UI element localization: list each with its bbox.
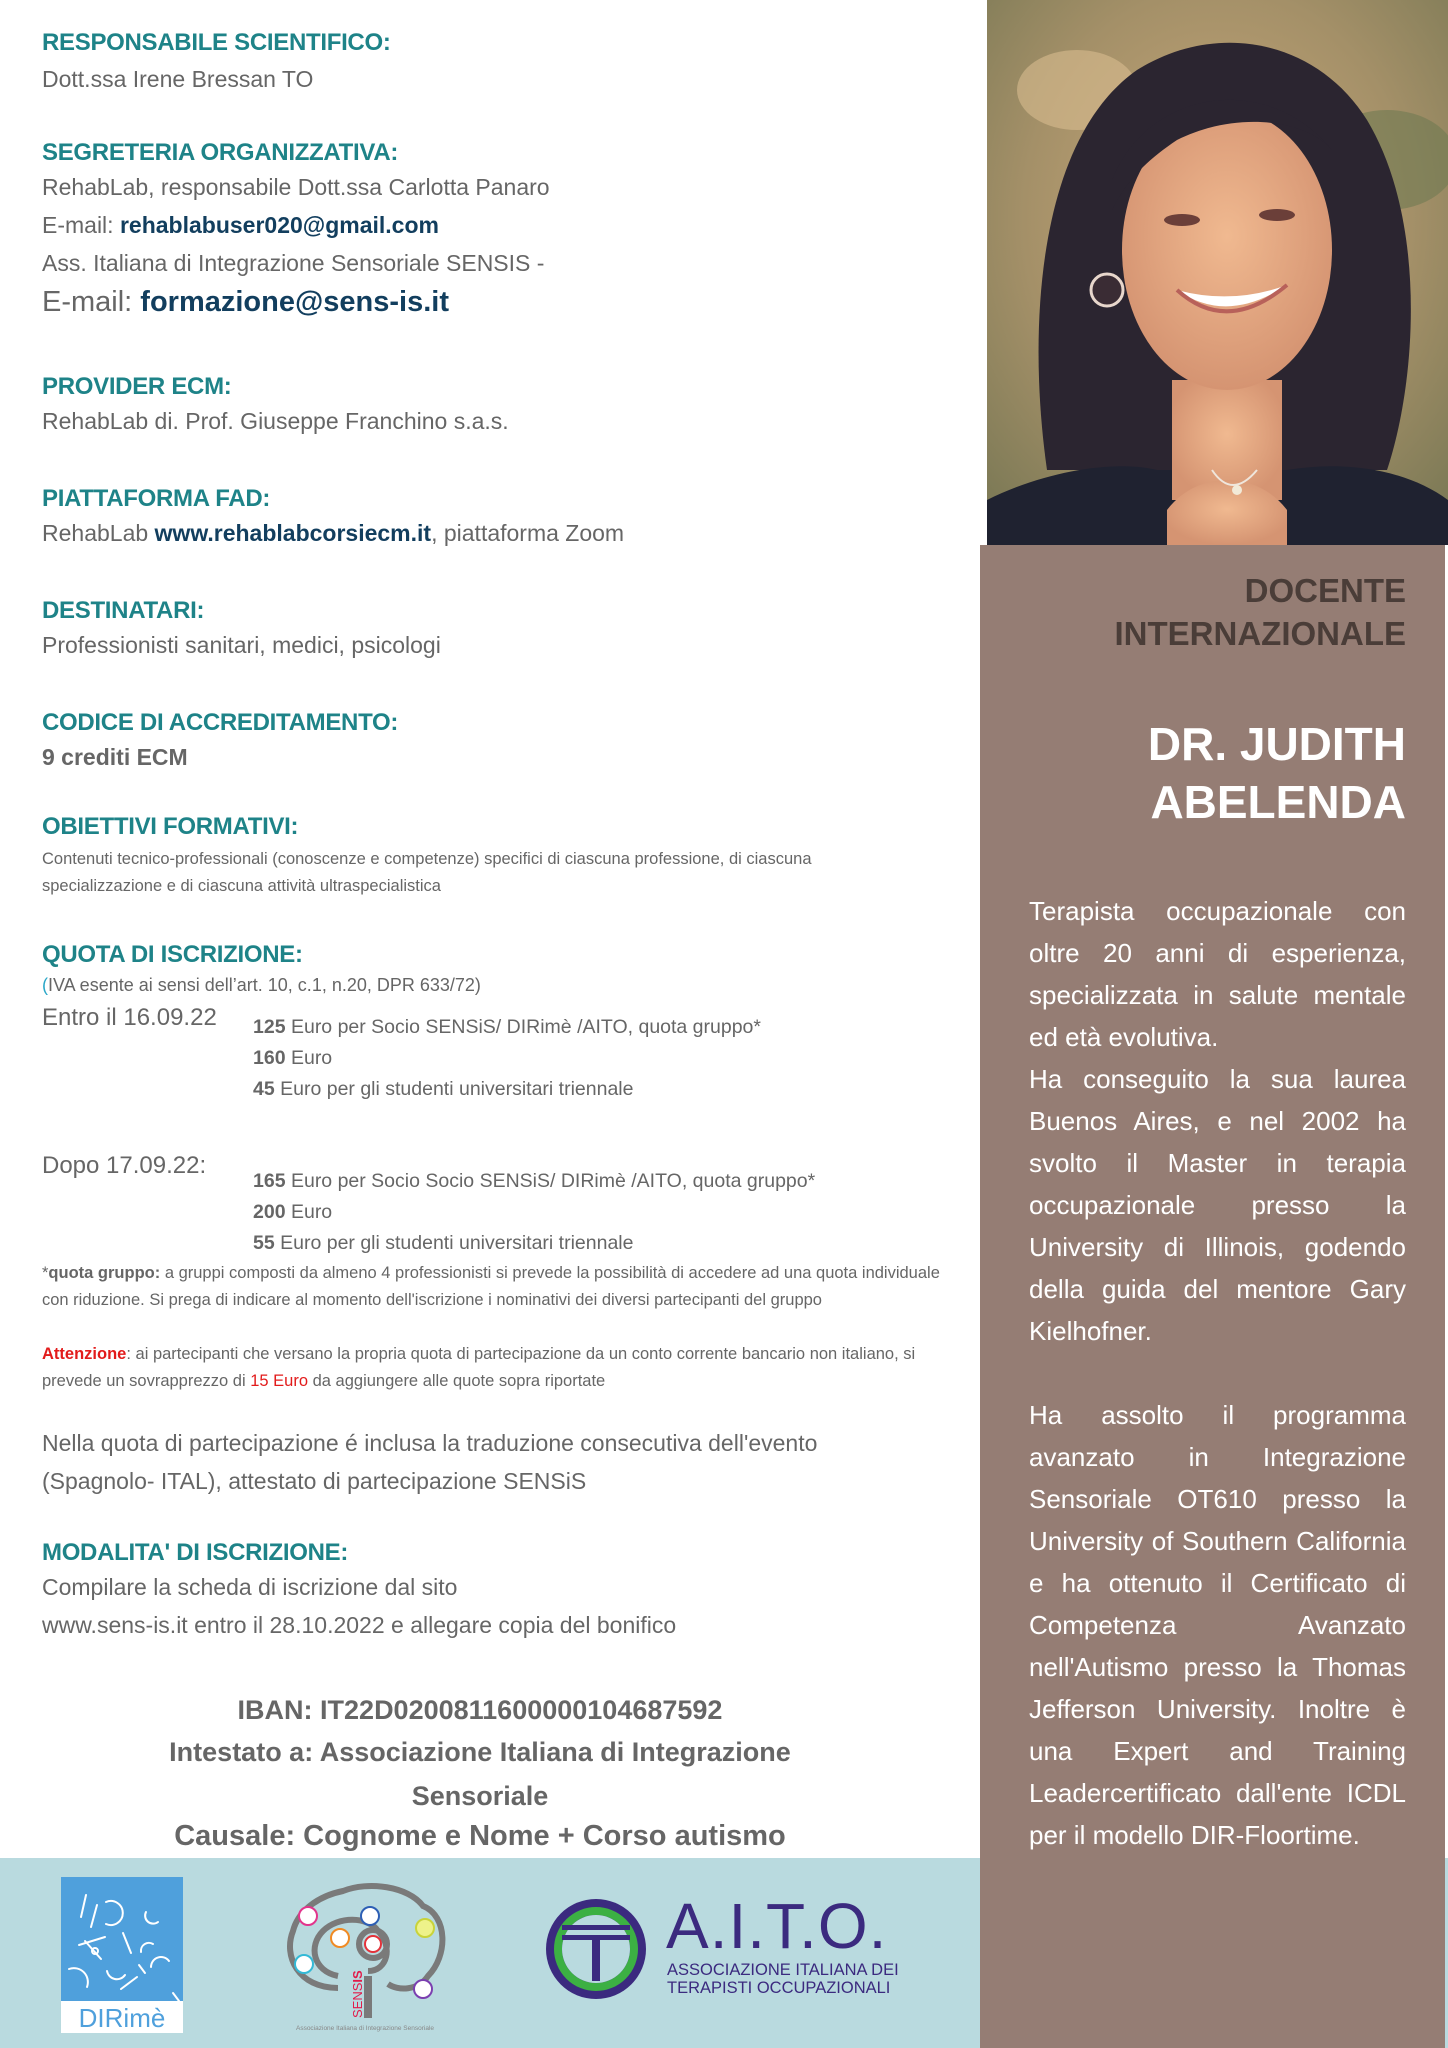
fee-item [253,1043,761,1074]
docente-name-line2: ABELENDA [1150,776,1406,828]
provider-text: RehabLab di. Prof. Giuseppe Franchino s.a.s. [42,408,509,434]
dirime-logo [61,1877,183,2033]
fee-amount: 125 [253,1016,286,1038]
heading-responsabile: RESPONSABILE SCIENTIFICO: [42,29,391,56]
fee-amount: 165 [253,1170,286,1192]
docente-bio-1: Terapista occupazionale con oltre 20 anni di esperienza, specializzata in salute mentale ed età evolutiva. [1029,896,1406,1052]
section-codice [42,708,962,776]
segreteria-line3: Ass. Italiana di Integrazione Sensoriale SENSIS - [42,250,545,276]
iva-note [42,970,962,1000]
fee-desc: Euro per Socio SENSiS/ DIRimè /AITO, quota gruppo* [285,1016,761,1038]
heading-codice: CODICE DI ACCREDITAMENTO: [42,709,399,736]
segreteria-email2-row [42,282,962,322]
aito-line1: ASSOCIAZIONE ITALIANA DEI [667,1961,899,1979]
section-responsabile [42,28,962,98]
sensis-brain-mark [278,1876,453,2036]
email-link-rehablab[interactable]: rehablabuser020@gmail.com [119,212,439,238]
dirime-logo-text: DIRimè [78,2003,166,2033]
responsabile-name: Dott.ssa Irene Bressan TO [42,66,314,92]
fee-item [253,1166,815,1197]
dirime-logo-mark [61,1877,183,2033]
docente-name-line1: DR. JUDITH [1147,718,1406,770]
fee-amount: 45 [253,1078,275,1100]
heading-segreteria: SEGRETERIA ORGANIZZATIVA: [42,139,399,166]
section-provider [42,372,962,440]
fee-amount: 200 [253,1201,286,1223]
piattaforma-suffix: , piattaforma Zoom [431,520,625,546]
section-obiettivi [42,812,902,900]
attenzione-note [42,1341,922,1395]
platform-link[interactable]: www.rehablabcorsiecm.it [154,520,432,546]
docente-title [1115,569,1407,655]
section-piattaforma [42,484,962,552]
docente-bio-3: Ha assolto il programma avanzato in Integrazione Sensoriale OT610 presso la University of Southern California e ha ottenuto il Certificato di Competenza Avanzato nell'Autismo presso la Thomas Jefferson University. Inoltre è una Expert and Training Leadercertificato dall'ente ICDL per il modello DIR-Floortime. [1029,1400,1406,1850]
codice-text: 9 crediti ECM [42,744,188,770]
heading-obiettivi: OBIETTIVI FORMATIVI: [42,813,299,840]
fee-desc: Euro [285,1047,333,1069]
email-label: E-mail: [42,212,120,238]
docente-panel [980,545,1445,2048]
sensis-caption: Associazione Italiana di Integrazione Sensoriale [295,2025,435,2032]
modalita-line1: Compilare la scheda di iscrizione dal sito [42,1574,458,1600]
fee-period-label: Dopo 17.09.22: [42,1152,207,1179]
fee-desc: Euro per Socio Socio SENSiS/ DIRimè /AITO, quota gruppo* [285,1170,816,1192]
warning-label: Attenzione [42,1345,127,1363]
aito-subtitle [667,1961,899,1997]
intestato: Intestato a: Associazione Italiana di Integrazione Sensoriale [169,1737,791,1811]
heading-piattaforma: PIATTAFORMA FAD: [42,485,271,512]
fee-amount: 55 [253,1232,275,1254]
email-link-sensis[interactable]: formazione@sens-is.it [140,286,449,318]
quota-gruppo-note [42,1260,942,1314]
aito-logo [540,1890,920,2008]
iva-paren: ( [42,975,48,995]
docente-title-line2: INTERNAZIONALE [1114,615,1406,652]
section-modalita [42,1538,962,1644]
iva-text: IVA esente ai sensi dell’art. 10, c.1, n.20, DPR 633/72) [48,975,481,995]
warning-text: : ai partecipanti che versano la propria quota di partecipazione da un conto corrente bancario non italiano, si prevede un sovrapprezzo di [42,1345,916,1390]
note-star: * [42,1264,49,1282]
fee-list [253,1166,815,1259]
destinatari-text: Professionisti sanitari, medici, psicologi [42,632,441,658]
obiettivi-text: Contenuti tecnico-professionali (conoscenze e competenze) specifici di ciascuna professione, di ciascuna specializzazione e di ciascuna attività ultraspecialistica [42,850,812,895]
fee-amount: 160 [253,1047,286,1069]
section-quota [42,940,962,1000]
modalita-line2: www.sens-is.it entro il 28.10.2022 e allegare copia del bonifico [42,1612,677,1638]
fee-desc: Euro per gli studenti universitari triennale [274,1232,634,1254]
section-destinatari [42,596,962,664]
fee-desc: Euro [285,1201,333,1223]
fee-item [253,1197,815,1228]
aito-line2: TERAPISTI OCCUPAZIONALI [667,1979,891,1997]
note-text: a gruppi composti da almeno 4 professionisti si prevede la possibilità di accedere ad una quota individuale con riduzione. Si prega di indicare al momento dell'iscrizione i nominativi dei diversi partecipanti del gruppo [42,1264,940,1309]
docente-photo [987,0,1448,545]
section-segreteria [42,138,962,322]
sensis-logo [278,1876,453,2036]
fee-desc: Euro per gli studenti universitari triennale [274,1078,634,1100]
sensis-vertical-text: SENSIS [350,1970,365,2018]
fee-item [253,1228,815,1259]
note-bold: quota gruppo: [48,1264,161,1282]
docente-title-line1: DOCENTE [1244,572,1406,609]
heading-modalita: MODALITA' DI ISCRIZIONE: [42,1539,349,1566]
fee-period-label: Entro il 16.09.22 [42,1004,217,1031]
heading-destinatari: DESTINATARI: [42,597,205,624]
fee-item [253,1012,761,1043]
piattaforma-prefix: RehabLab [42,520,155,546]
heading-quota: QUOTA DI ISCRIZIONE: [42,941,303,968]
warning-text-end: da aggiungere alle quote sopra riportate [308,1372,606,1390]
warning-surcharge: 15 Euro [250,1372,309,1390]
docente-name [1148,715,1406,831]
aito-ot-emblem [540,1893,652,2005]
segreteria-line1: RehabLab, responsabile Dott.ssa Carlotta Panaro [42,174,550,200]
causale: Causale: Cognome e Nome + Corso autismo [174,1820,786,1852]
iban: IBAN: IT22D0200811600000104687592 [237,1695,723,1725]
fee-item [253,1074,761,1105]
aito-name: A.I.T.O. [666,1890,888,1962]
docente-bio-2: Ha conseguito la sua laurea Buenos Aires, e nel 2002 ha svolto il Master in terapia occupazionale presso la University di Illinois, godendo della guida del mentore Gary Kielhofner. [1029,1064,1406,1346]
portrait-image [987,0,1448,545]
segreteria-email1-row [42,206,962,244]
email-label: E-mail: [42,286,141,318]
included-note: Nella quota di partecipazione é inclusa la traduzione consecutiva dell'evento (Spagnolo- ITAL), attestato di partecipazione SENSiS [42,1430,818,1494]
heading-provider: PROVIDER ECM: [42,373,232,400]
fee-list [253,1012,761,1105]
piattaforma-text [42,514,962,552]
